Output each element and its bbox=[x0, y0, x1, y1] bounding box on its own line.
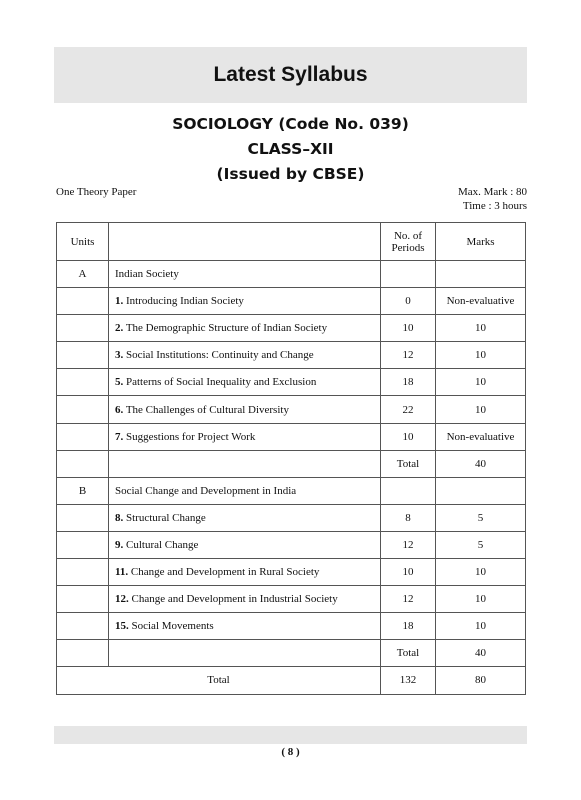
table-row bbox=[57, 531, 526, 558]
periods-cell: 10 bbox=[381, 559, 436, 586]
table-row bbox=[57, 586, 526, 613]
table-row bbox=[57, 288, 526, 315]
topic-name: The Challenges of Cultural Diversity bbox=[125, 403, 289, 416]
periods-cell: 10 bbox=[381, 315, 436, 342]
header-periods: No. of Periods bbox=[381, 223, 436, 261]
topic-number: 15. bbox=[115, 620, 129, 633]
header-marks: Marks bbox=[436, 223, 526, 261]
marks-cell: Non-evaluative bbox=[436, 288, 526, 315]
topic-cell bbox=[109, 531, 381, 558]
section-total-row bbox=[57, 640, 526, 667]
paper-type: One Theory Paper bbox=[56, 186, 137, 198]
grand-total-marks: 80 bbox=[436, 667, 526, 694]
topic-number: 3. bbox=[115, 349, 124, 362]
max-mark: Max. Mark : 80 bbox=[457, 186, 527, 198]
topic-number: 8. bbox=[115, 511, 124, 524]
marks-cell: 10 bbox=[436, 342, 526, 369]
topic-cell bbox=[109, 559, 381, 586]
marks-cell: 10 bbox=[436, 396, 526, 423]
title-banner bbox=[54, 47, 527, 103]
marks-cell: 10 bbox=[436, 586, 526, 613]
topic-cell bbox=[109, 504, 381, 531]
grand-total-periods: 132 bbox=[381, 667, 436, 694]
syllabus-table bbox=[56, 222, 526, 695]
topic-cell bbox=[109, 342, 381, 369]
table-row bbox=[57, 342, 526, 369]
marks-cell: 10 bbox=[436, 315, 526, 342]
unit-label: A bbox=[57, 261, 109, 288]
header-units: Units bbox=[57, 223, 109, 261]
table-row bbox=[57, 396, 526, 423]
periods-cell: 10 bbox=[381, 423, 436, 450]
periods-cell: 12 bbox=[381, 586, 436, 613]
periods-cell: 12 bbox=[381, 531, 436, 558]
marks-cell: 10 bbox=[436, 613, 526, 640]
subject-heading: SOCIOLOGY (Code No. 039) bbox=[172, 115, 409, 133]
section-title: Social Change and Development in India bbox=[109, 477, 381, 504]
total-label: Total bbox=[381, 640, 436, 667]
total-marks: 40 bbox=[436, 450, 526, 477]
topic-number: 6. bbox=[115, 403, 124, 416]
periods-cell: 8 bbox=[381, 504, 436, 531]
table-row bbox=[57, 504, 526, 531]
section-row bbox=[57, 477, 526, 504]
topic-name: Suggestions for Project Work bbox=[126, 430, 256, 443]
total-label: Total bbox=[381, 450, 436, 477]
periods-cell: 0 bbox=[381, 288, 436, 315]
issued-heading: (Issued by CBSE) bbox=[216, 165, 365, 183]
grand-total-label: Total bbox=[57, 667, 381, 694]
total-marks: 40 bbox=[436, 640, 526, 667]
table-row bbox=[57, 613, 526, 640]
topic-number: 2. bbox=[115, 322, 124, 335]
footer-band bbox=[54, 726, 527, 744]
topic-name: Patterns of Social Inequality and Exclusion bbox=[126, 376, 317, 389]
topic-cell bbox=[109, 288, 381, 315]
section-row bbox=[57, 261, 526, 288]
section-title: Indian Society bbox=[109, 261, 381, 288]
marks-cell: 5 bbox=[436, 504, 526, 531]
topic-number: 1. bbox=[115, 295, 124, 308]
unit-label: B bbox=[57, 477, 109, 504]
header-topic bbox=[109, 223, 381, 261]
class-heading: CLASS–XII bbox=[247, 140, 334, 158]
periods-cell: 18 bbox=[381, 613, 436, 640]
table-header-row bbox=[57, 223, 526, 261]
time-allowed: Time : 3 hours bbox=[462, 200, 527, 212]
topic-name: Introducing Indian Society bbox=[126, 295, 244, 308]
topic-name: Structural Change bbox=[126, 511, 206, 524]
banner-title: Latest Syllabus bbox=[213, 63, 368, 86]
topic-name: Social Institutions: Continuity and Change bbox=[126, 349, 314, 362]
topic-cell bbox=[109, 369, 381, 396]
topic-name: Change and Development in Industrial Society bbox=[131, 593, 338, 606]
topic-cell bbox=[109, 423, 381, 450]
topic-number: 11. bbox=[115, 566, 129, 579]
topic-name: Change and Development in Rural Society bbox=[130, 566, 320, 579]
table-row bbox=[57, 369, 526, 396]
periods-cell: 22 bbox=[381, 396, 436, 423]
periods-cell: 18 bbox=[381, 369, 436, 396]
topic-number: 5. bbox=[115, 376, 124, 389]
marks-cell: 10 bbox=[436, 559, 526, 586]
topic-cell bbox=[109, 613, 381, 640]
periods-cell: 12 bbox=[381, 342, 436, 369]
page-number: ( 8 ) bbox=[281, 746, 300, 758]
topic-name: Social Movements bbox=[131, 620, 214, 633]
marks-cell: 5 bbox=[436, 531, 526, 558]
section-total-row bbox=[57, 450, 526, 477]
topic-number: 12. bbox=[115, 593, 129, 606]
table-row bbox=[57, 315, 526, 342]
topic-number: 9. bbox=[115, 538, 124, 551]
topic-name: The Demographic Structure of Indian Society bbox=[125, 322, 328, 335]
table-row bbox=[57, 423, 526, 450]
topic-cell bbox=[109, 586, 381, 613]
topic-cell bbox=[109, 315, 381, 342]
topic-name: Cultural Change bbox=[126, 538, 199, 551]
topic-number: 7. bbox=[115, 430, 124, 443]
marks-cell: 10 bbox=[436, 369, 526, 396]
table-row bbox=[57, 559, 526, 586]
marks-cell: Non-evaluative bbox=[436, 423, 526, 450]
grand-total-row bbox=[57, 667, 526, 694]
topic-cell bbox=[109, 396, 381, 423]
